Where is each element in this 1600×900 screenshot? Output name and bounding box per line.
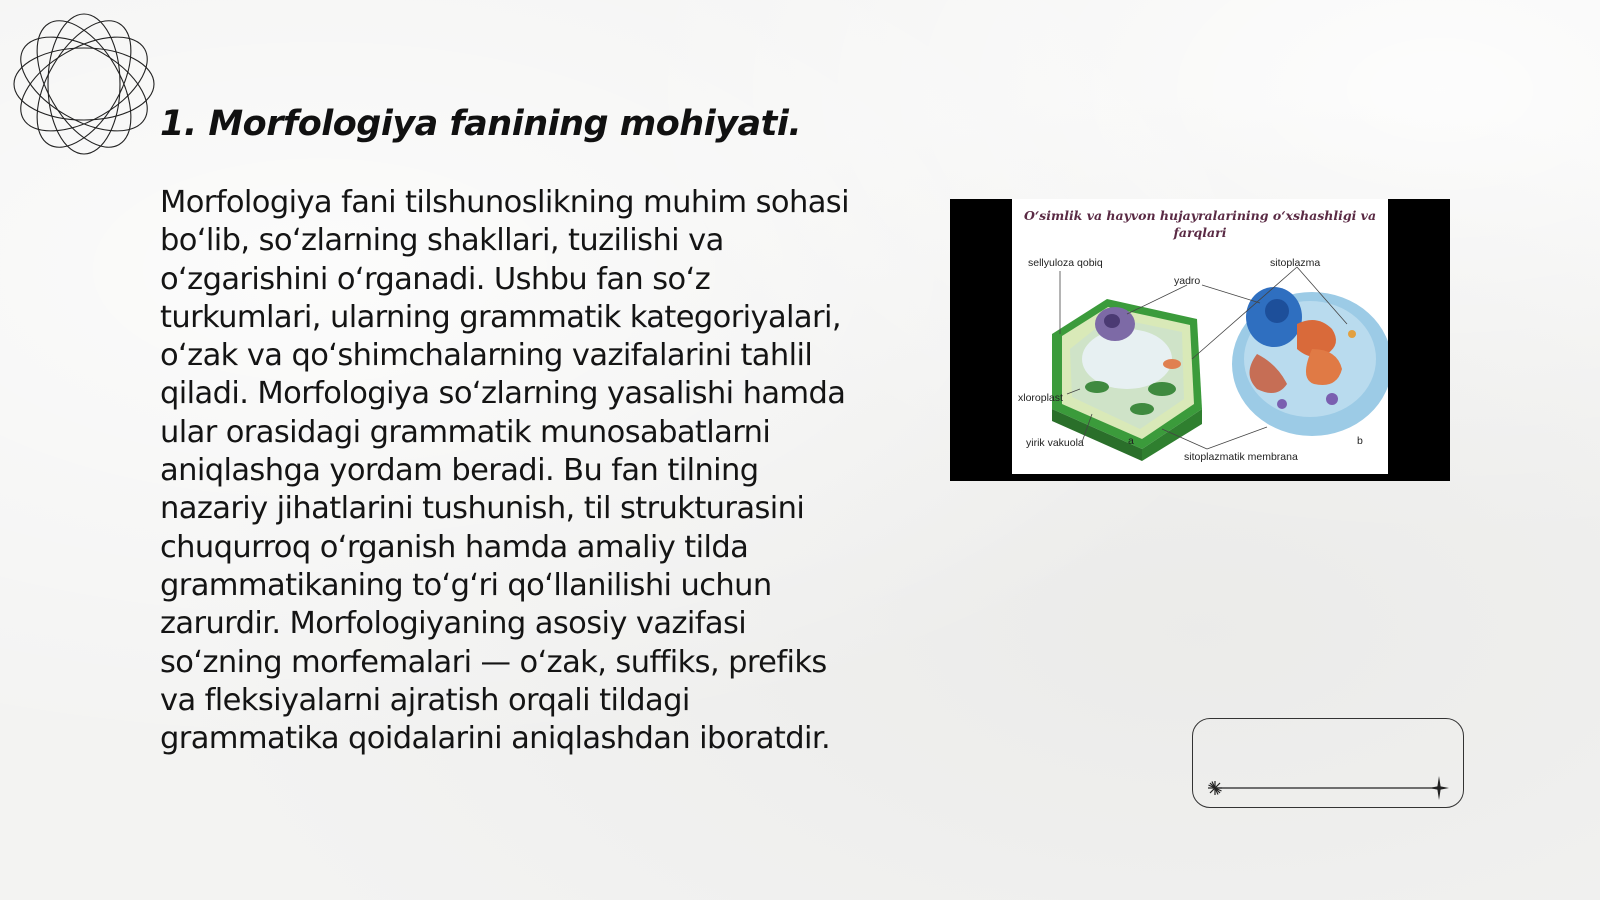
animal-cell-drawing [1232,287,1388,436]
label-vacuole: yirik vakuola [1026,437,1084,449]
figure-panel [1012,199,1388,474]
slide-title: 1. Morfologiya fanining mohiyati. [160,104,802,144]
label-animal-letter: b [1357,435,1363,447]
slide-body-text: Morfologiya fani tilshunoslikning muhim sohasi bo‘lib, so‘zlarning shakllari, tuzilishi va o‘zgarishini o‘rganadi. Ushbu fan so‘z turkumlari, ularning grammatik kategoriyalari, o‘zak va qo‘shimchalarning vazifalarini tahlil qiladi. Morfologiya so‘zlarning yasalishi hamda ular orasidagi grammatik munosabatlarni aniqlashga yordam beradi. Bu fan tilning nazariy jihatlarini tushunish, til strukturasini chuqurroq o‘rganish hamda amaliy tilda grammatikaning to‘g‘ri qo‘llanilishi uchun zarurdir. Morfologiyaning asosiy vazifasi so‘zning morfemalari — o‘zak, suffiks, prefiks va fleksiyalarni ajratish orqali tildagi grammatika qoidalarini aniqlashdan iboratdir. [160,185,849,757]
figure-caption: O‘simlik va hayvon hujayralarining o‘xshashligi va farqlari [1023,208,1377,240]
label-plant-letter: a [1128,435,1134,447]
label-chloroplast: xloroplast [1018,392,1063,404]
decorative-rosette-icon [10,10,158,158]
label-nucleus: yadro [1174,275,1201,287]
decorative-timeline-box [1192,718,1464,808]
label-cytoplasm: sitoplazma [1270,257,1321,269]
star-icon [1429,776,1449,800]
cell-comparison-figure [950,199,1450,481]
label-cell-wall: sellyuloza qobiq [1028,257,1103,269]
sparkle-icon [1208,781,1222,795]
label-membrane: sitoplazmatik membrana [1184,451,1298,463]
timeline-decoration [1193,719,1465,809]
